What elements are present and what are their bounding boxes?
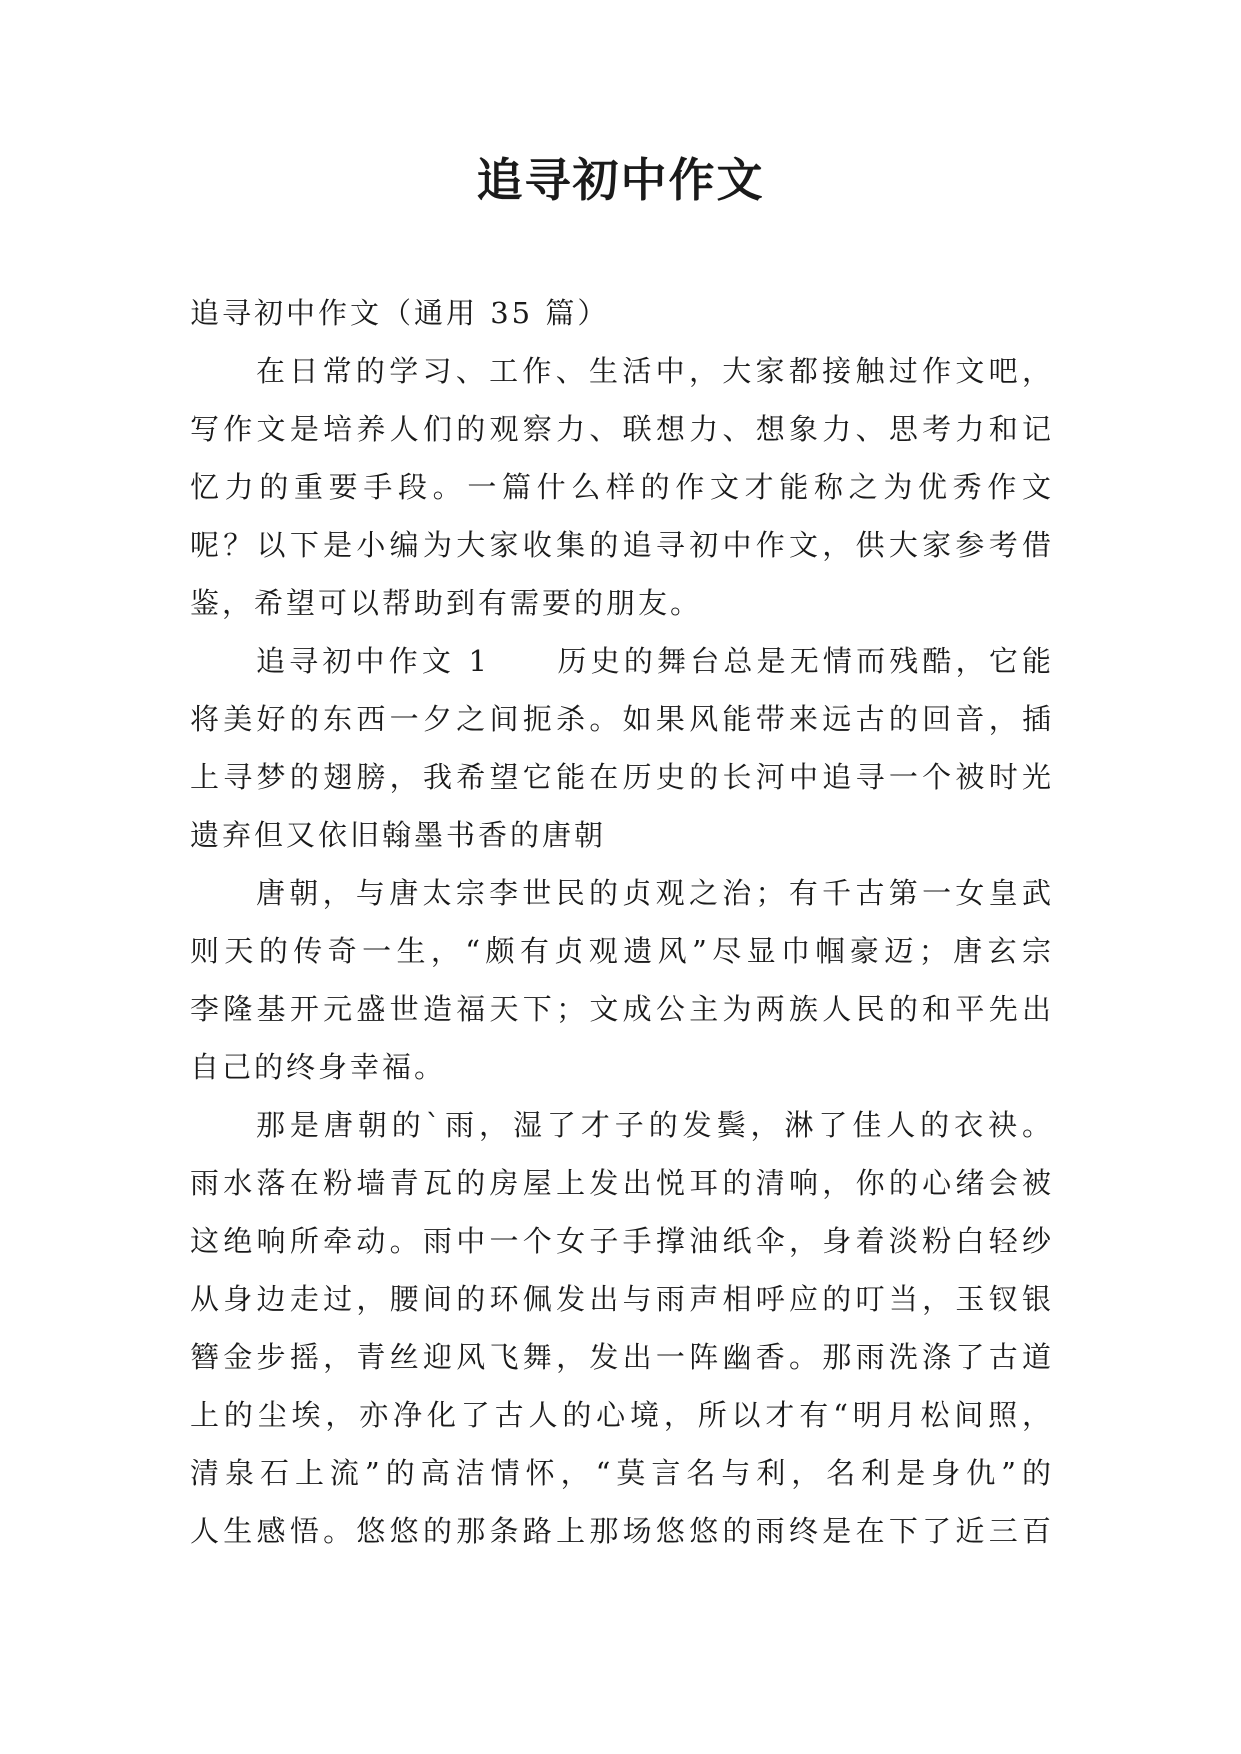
paragraph-line: 雨水落在粉墙青瓦的房屋上发出悦耳的清响，你的心绪会被: [190, 1166, 1054, 1200]
subtitle-line: 追寻初中作文（通用 35 篇）: [190, 296, 610, 330]
paragraph-line: 上寻梦的翅膀，我希望它能在历史的长河中追寻一个被时光: [190, 760, 1054, 794]
document-title: 追寻初中作文: [476, 153, 765, 207]
paragraph-line: 簪金步摇，青丝迎风飞舞，发出一阵幽香。那雨洗涤了古道: [190, 1340, 1054, 1374]
paragraph-line: 追寻初中作文 1 历史的舞台总是无情而残酷，它能: [256, 644, 1054, 678]
paragraph-line: 将美好的东西一夕之间扼杀。如果风能带来远古的回音，插: [190, 702, 1054, 736]
paragraph-line: 呢？以下是小编为大家收集的追寻初中作文，供大家参考借: [190, 528, 1054, 562]
paragraph-line: 人生感悟。悠悠的那条路上那场悠悠的雨终是在下了近三百: [190, 1514, 1054, 1548]
paragraph-line: 上的尘埃，亦净化了古人的心境，所以才有“明月松间照，: [190, 1398, 1054, 1432]
paragraph-tang-rain: [190, 1096, 1054, 1560]
paragraph-line: 则天的传奇一生，“颇有贞观遗风”尽显巾帼豪迈；唐玄宗: [190, 934, 1054, 968]
paragraph-tang-dynasty: [190, 864, 1054, 1096]
paragraph-line: 自己的终身幸福。: [190, 1050, 447, 1084]
paragraph-line: 清泉石上流”的高洁情怀，“莫言名与利，名利是身仇”的: [190, 1456, 1054, 1490]
paragraph-line: 写作文是培养人们的观察力、联想力、想象力、思考力和记: [190, 412, 1054, 446]
paragraph-line: 遗弃但又依旧翰墨书香的唐朝: [190, 818, 607, 852]
paragraph-line: 在日常的学习、工作、生活中，大家都接触过作文吧，: [256, 354, 1054, 388]
paragraph-line: 鉴，希望可以帮助到有需要的朋友。: [190, 586, 703, 620]
paragraph-line: 李隆基开元盛世造福天下；文成公主为两族人民的和平先出: [190, 992, 1054, 1026]
document-body: [190, 284, 1054, 1560]
paragraph-intro: [190, 342, 1054, 632]
paragraph-line: 忆力的重要手段。一篇什么样的作文才能称之为优秀作文: [190, 470, 1054, 504]
paragraph-line: 那是唐朝的`雨，湿了才子的发鬓，淋了佳人的衣袂。: [256, 1108, 1054, 1142]
paragraph-line: 唐朝，与唐太宗李世民的贞观之治；有千古第一女皇武: [256, 876, 1054, 910]
paragraph-line: 这绝响所牵动。雨中一个女子手撑油纸伞，身着淡粉白轻纱: [190, 1224, 1054, 1258]
paragraph-line: 从身边走过，腰间的环佩发出与雨声相呼应的叮当，玉钗银: [190, 1282, 1054, 1316]
paragraph-essay-1: [190, 632, 1054, 864]
